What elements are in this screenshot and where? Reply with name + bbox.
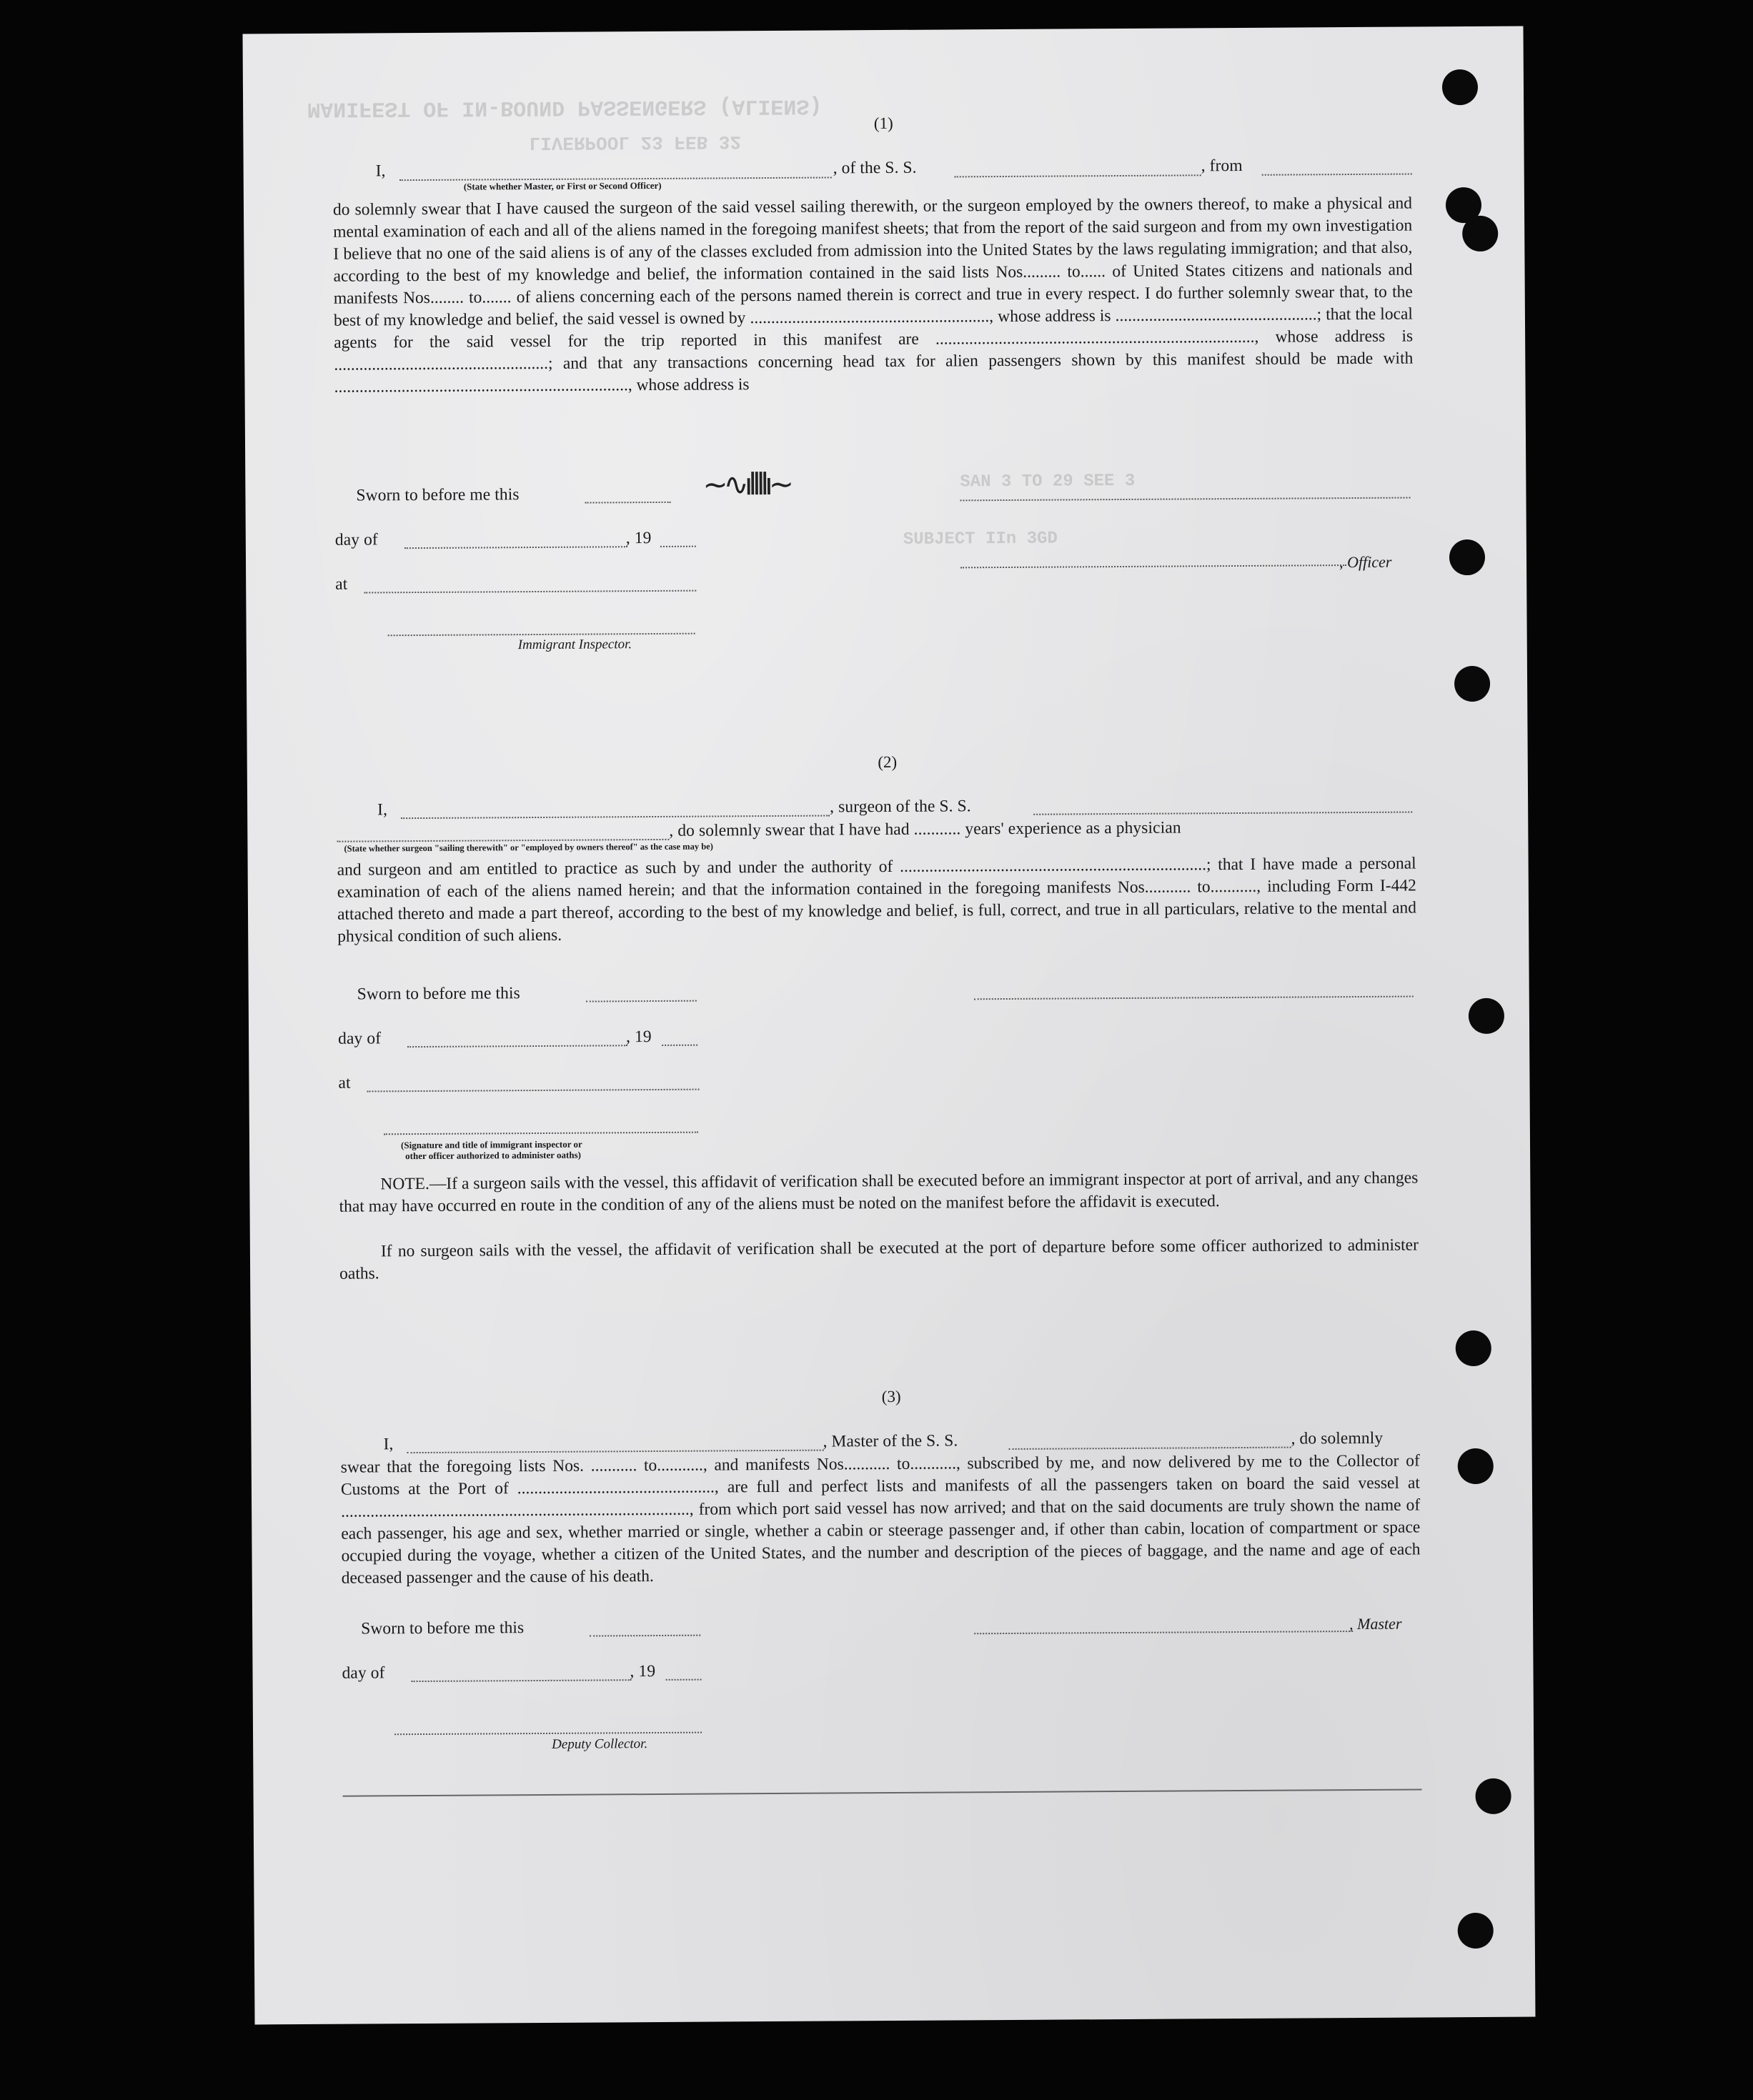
surgeon-vessel-field[interactable]	[1033, 812, 1412, 815]
day-of-label-2: day of	[338, 1029, 382, 1048]
note-label: NOTE.	[380, 1174, 429, 1194]
surgeon-name-field[interactable]	[401, 815, 830, 820]
day-of-field-3[interactable]	[412, 1679, 632, 1682]
master-vessel-field[interactable]	[1009, 1447, 1291, 1450]
sworn-date-field-3[interactable]	[590, 1635, 700, 1637]
section-2-oath-paragraph: and surgeon and am entitled to practice as such by and under the authority of .........................................................................; that I have made a personal examination of each of the aliens named herein; and that the information contained in the foregoing manifests Nos........... to..........., including Form I-442 attached thereto and made a part thereof, according to the best of my knowledge and belief, is full, correct, and true in all particulars, relative to the mental and physical condition of such aliens.	[337, 854, 1417, 946]
at-field-2[interactable]	[367, 1089, 700, 1093]
punch-hole	[1458, 1448, 1494, 1484]
master-signature-field[interactable]	[974, 1631, 1353, 1634]
year-field-1[interactable]	[660, 546, 696, 547]
manifest-back-page	[243, 26, 1536, 2025]
sworn-label-1: Sworn to before me this	[356, 485, 520, 505]
bleed-through-text: SUBJECT IIn 3GD	[903, 529, 1058, 549]
day-of-field-2[interactable]	[407, 1045, 627, 1047]
surgeon-of-label: , surgeon of the S. S.	[830, 797, 971, 817]
bleed-through-text: SAN 3 TO 29 SEE 3	[960, 471, 1136, 492]
sworn-date-field-2[interactable]	[586, 1000, 697, 1002]
signature-note-1: (Signature and title of immigrant inspector or	[400, 1138, 582, 1151]
section-2-note-2: If no surgeon sails with the vessel, the affidavit of verification shall be executed at the port of departure before some officer authorized to administer oaths.	[339, 1235, 1419, 1283]
section-1-oath-paragraph: do solemnly swear that I have caused the surgeon of the said vessel sailing therewith, or the surgeon employed by the owners thereof, to make a physical and mental examination of each and all of the aliens named in the foregoing manifest sheets; that from the report of the said surgeon and from my own investigation I believe that no one of the said aliens is of any of the classes excluded from admission into the United States by the laws regulating immigration; and that also, according to the best of my knowledge and belief, the information contained in the said lists Nos......... to...... of United States citizens and nationals and manifests Nos........ to....... of aliens concerning each of the persons named therein is correct and true in every respect. I do further solemnly swear that, to the best of my knowledge and belief, the said vessel is owned by ........................................................., whose address is ................................................; that the local agents for the said vessel for the trip reported in this manifest are ............................................................................, whose address is ...................................................; and that any transactions concerning head tax for alien passengers shown by this manifest should be made with ......................................................................, whose address is	[332, 194, 1414, 397]
note-text: —If a surgeon sails with the vessel, this affidavit of verification shall be executed before an immigrant inspector at port of arrival, and any changes that may have occurred en route in the condition of any of the aliens must be noted on the manifest before the affidavit is executed.	[339, 1168, 1419, 1216]
master-of-label: , Master of the S. S.	[823, 1431, 958, 1451]
officer-label: , Officer	[1339, 552, 1392, 572]
sworn-date-field-1[interactable]	[585, 502, 671, 504]
section-1-i: I,	[375, 161, 386, 181]
surgeon-note: (State whether surgeon "sailing therewith" or "employed by owners thereof" as the case may be)	[344, 841, 713, 854]
inspector-signature-field-2[interactable]	[384, 1132, 698, 1135]
do-solemnly-label: , do solemnly	[1291, 1428, 1384, 1448]
master-name-field[interactable]	[407, 1450, 824, 1454]
section-2-note	[339, 1167, 1418, 1218]
surgeon-oath-line: , do solemnly swear that I have had ........... years' experience as a physician	[669, 818, 1181, 840]
punch-hole	[1449, 539, 1485, 575]
vessel-name-field[interactable]	[955, 174, 1201, 177]
from-port-field[interactable]	[1262, 174, 1412, 176]
sworn-label-2: Sworn to before me this	[357, 984, 520, 1004]
handwritten-signature: ~∿ıllllı~	[702, 466, 790, 502]
section-2-heading: (2)	[878, 752, 898, 772]
day-of-label-1: day of	[334, 530, 378, 549]
officer-note: (State whether Master, or First or Second Officer)	[463, 179, 662, 192]
section-3-heading: (3)	[881, 1387, 901, 1406]
day-of-field-1[interactable]	[404, 546, 627, 549]
bleed-through-text: MANIFEST OF IN-BOUND PASSENGERS (ALIENS)	[307, 93, 823, 121]
punch-hole	[1456, 1330, 1491, 1366]
year-label-1: , 19	[625, 529, 652, 548]
immigrant-inspector-label: Immigrant Inspector.	[517, 637, 632, 653]
day-of-label-3: day of	[342, 1663, 385, 1683]
section-2-i: I,	[377, 800, 388, 820]
at-field-1[interactable]	[364, 590, 696, 594]
sworn-label-3: Sworn to before me this	[361, 1618, 525, 1638]
officer-signature-field[interactable]	[960, 497, 1411, 502]
surgeon-signature-field[interactable]	[974, 996, 1414, 1000]
at-label-1: at	[335, 574, 348, 594]
year-label-2: , 19	[626, 1027, 652, 1047]
of-ss-label: , of the S. S.	[833, 158, 917, 178]
punch-hole	[1462, 216, 1498, 252]
bleed-through-text: LIVERPOOL 23 FEB 32	[529, 131, 741, 154]
from-label: , from	[1201, 156, 1243, 176]
punch-hole	[1475, 1778, 1511, 1814]
section-3-i: I,	[383, 1435, 394, 1454]
punch-hole	[1469, 998, 1504, 1034]
punch-hole	[1458, 1913, 1494, 1949]
officer-title-field[interactable]	[960, 564, 1346, 568]
inspector-signature-field[interactable]	[388, 633, 695, 637]
punch-hole	[1442, 69, 1478, 105]
section-1-heading: (1)	[873, 114, 893, 133]
deputy-collector-signature-field[interactable]	[394, 1732, 702, 1736]
at-label-2: at	[338, 1073, 351, 1093]
signature-note-2: other officer authorized to administer oaths)	[405, 1149, 582, 1162]
punch-hole	[1454, 666, 1490, 702]
section-3-oath-paragraph: swear that the foregoing lists Nos. ........... to..........., and manifests Nos........... to..........., subscribed by me, and now delivered by me to the Collector of Customs at the Port of ..............................................., are full and perfect lists and manifests of all the passengers taken on board the said vessel at ..................................................................................., from which port said vessel has now arrived; and that on the said documents are truly shown the name of each passenger, his age and sex, whether married or single, whether a cabin or steerage passenger and, if other than cabin, location of compartment or space occupied during the voyage, whether a citizen of the United States, and the number and description of the pieces of baggage, and the name and age of each deceased passenger and the cause of his death.	[340, 1451, 1421, 1588]
bottom-rule	[343, 1788, 1422, 1796]
year-label-3: , 19	[630, 1662, 656, 1681]
master-label: , Master	[1349, 1614, 1402, 1633]
year-field-2[interactable]	[662, 1045, 697, 1046]
deputy-collector-label: Deputy Collector.	[552, 1736, 648, 1752]
year-field-3[interactable]	[666, 1679, 702, 1681]
